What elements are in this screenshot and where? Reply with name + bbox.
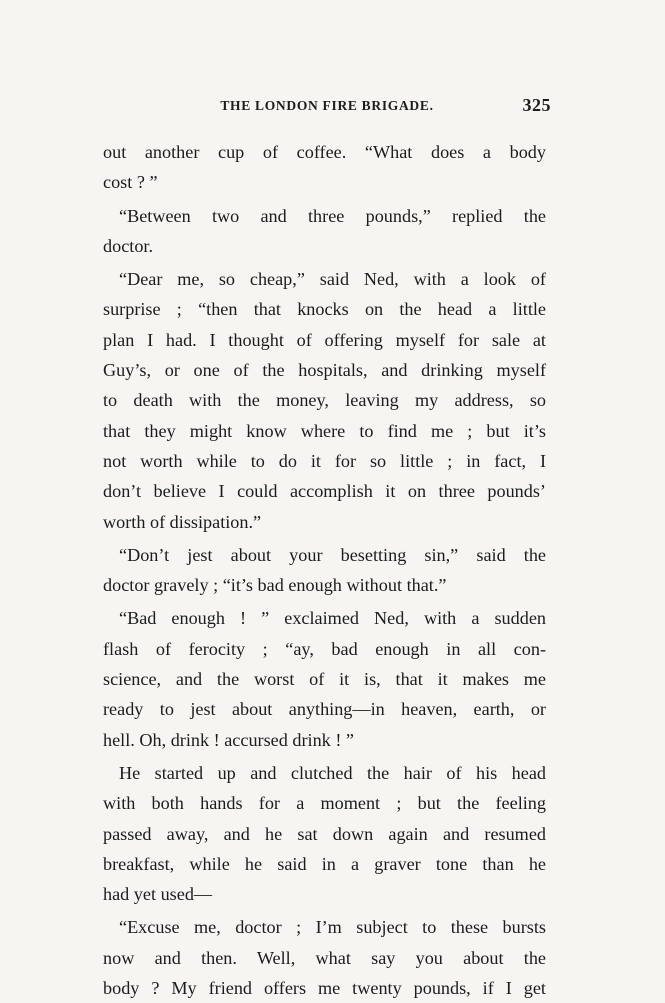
text-line: doctor gravely ; “it’s bad enough without that.” [103, 575, 447, 596]
text-line: ready to jest about anything—in heaven, earth, or [103, 699, 546, 720]
text-line: to death with the money, leaving my address, so [103, 390, 546, 411]
text-line: body ? My friend offers me twenty pounds, if I get [103, 978, 546, 999]
running-title: THE LONDON FIRE BRIGADE. [220, 98, 434, 113]
text-line: worth of dissipation.” [103, 511, 262, 532]
text-line: passed away, and he sat down again and resumed [103, 823, 546, 844]
text-line: science, and the worst of it is, that it makes me [103, 669, 546, 690]
text-line: “Bad enough ! ” exclaimed Ned, with a sudden [119, 608, 546, 629]
text-line: with both hands for a moment ; but the feeling [103, 793, 546, 814]
page-number: 325 [522, 95, 551, 115]
text-line: surprise ; “then that knocks on the head a little [103, 299, 546, 320]
text-line: “Don’t jest about your besetting sin,” said the [119, 544, 546, 565]
text-line: had yet used— [103, 884, 213, 905]
text-line: Guy’s, or one of the hospitals, and drinking myself [103, 360, 546, 381]
text-line: out another cup of coffee. “What does a body [103, 142, 546, 162]
text-line: flash of ferocity ; “ay, bad enough in all con- [103, 638, 546, 659]
text-line: hell. Oh, drink ! accursed drink ! ” [103, 729, 355, 750]
text-line: “Excuse me, doctor ; I’m subject to these bursts [119, 917, 546, 938]
text-line: that they might know where to find me ; but it’s [103, 420, 546, 441]
text-line: doctor. [103, 235, 154, 256]
text-line: He started up and clutched the hair of his head [119, 762, 546, 783]
text-line: now and then. Well, what say you about the [103, 947, 546, 968]
text-line: breakfast, while he said in a graver tone than he [103, 853, 546, 874]
text-line: don’t believe I could accomplish it on three pounds’ [103, 481, 546, 502]
text-line: “Between two and three pounds,” replied the [119, 205, 546, 226]
running-head [103, 96, 551, 120]
body-text [103, 137, 546, 1003]
text-line: cost ? ” [103, 172, 158, 193]
text-line: plan I had. I thought of offering myself for sale at [103, 329, 546, 350]
text-line: not worth while to do it for so little ; in fact, I [103, 450, 546, 471]
text-line: “Dear me, so cheap,” said Ned, with a look of [119, 269, 546, 290]
